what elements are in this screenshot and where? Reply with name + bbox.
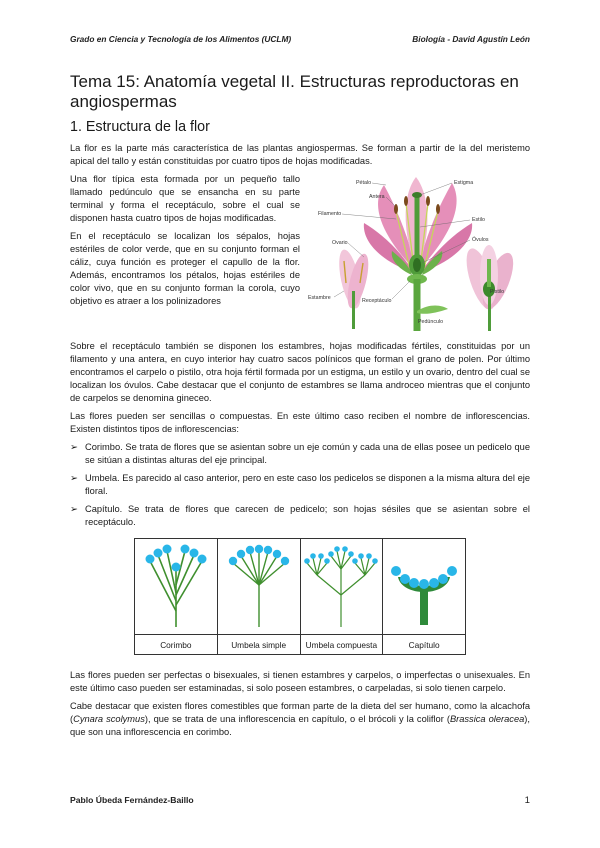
paragraph-sexo: Las flores pueden ser perfectas o bisexuales, si tienen estambres y carpelos, o imperfectas o unisexuales. En este último caso pueden ser estaminadas, si solo poseen estambres, o carpeladas, si solo tienen carpelo. — [70, 670, 530, 693]
capitulo-diagram — [384, 539, 464, 629]
flower-text-column — [70, 173, 300, 308]
comestibles-text-3: ), que son una inflorescencia en corimbo. — [70, 714, 530, 737]
paragraph-inflorescencias: Las flores pueden ser sencillas o compuestas. En este último caso reciben el nombre de inflorescencias. Existen distintos tipos de inflorescencias: — [70, 411, 530, 434]
caption-capitulo: Capítulo — [383, 635, 466, 655]
inflorescence-type-list — [70, 441, 530, 529]
label-filamento: Filamento — [318, 211, 342, 217]
page-content — [70, 72, 530, 739]
label-antera: Antera — [369, 194, 385, 200]
caption-umbela-simple: Umbela simple — [217, 635, 300, 655]
list-item-text: Corimbo. Se trata de flores que se asientan sobre un eje común y cada una de ellas posee un pedicelo que se sitúan a distintas alturas del eje principal. — [85, 442, 530, 465]
arrow-bullet-icon: ➢ — [70, 504, 78, 515]
label-ovario: Ovario — [332, 240, 348, 246]
inflorescence-table — [134, 538, 466, 655]
comestibles-text-1: Cabe destacar que existen flores comestibles que forman parte de la dieta del ser humano, como la alcachofa ( — [70, 701, 530, 724]
corimbo-diagram-cell — [135, 539, 218, 635]
species-cynara: Cynara scolymus — [73, 714, 145, 724]
flower-section — [70, 173, 530, 335]
section-title: 1. Estructura de la flor — [70, 119, 210, 135]
paragraph-comestibles — [70, 700, 530, 739]
flower-left-small — [335, 248, 373, 329]
label-estigma: Estigma — [454, 180, 474, 186]
comestibles-text-2: ), que se trata de una inflorescencia en capítulo, o el brócoli y la coliflor ( — [144, 714, 450, 724]
flower-right-small — [461, 245, 520, 331]
label-estambre: Estambre — [308, 295, 331, 301]
header-course: Grado en Ciencia y Tecnología de los Alimentos (UCLM) — [70, 34, 292, 44]
label-petalo: Pétalo — [356, 180, 372, 186]
main-flower — [364, 177, 472, 331]
paragraph-flor-tipica: Una flor típica esta formada por un pequeño tallo llamado pedúnculo que se ensancha en su parte terminal y forma el receptáculo, sobre el cual se disponen hasta cuatro tipos de hojas modificadas. — [70, 174, 300, 223]
umbela-simple-diagram-cell — [217, 539, 300, 635]
caption-umbela-compuesta: Umbela compuesta — [300, 635, 383, 655]
corimbo-diagram — [136, 539, 216, 629]
umbela-simple-diagram — [219, 539, 299, 629]
page-footer — [70, 795, 530, 809]
label-estilo: Estilo — [472, 217, 485, 223]
footer-author: Pablo Úbeda Fernández-Baillo — [70, 795, 194, 805]
page-header — [70, 34, 530, 48]
list-item-corimbo — [70, 441, 530, 467]
label-ovulos: Óvulos — [472, 237, 489, 243]
umbela-compuesta-diagram — [301, 539, 381, 629]
header-subject: Biología - David Agustín León — [412, 34, 530, 44]
label-receptaculo: Receptáculo — [362, 298, 392, 304]
list-item-text: Capítulo. Se trata de flores que carecen de pedicelo; son hojas sésiles que se asientan sobre el receptáculo. — [85, 504, 530, 527]
page-number: 1 — [524, 795, 530, 806]
umbela-compuesta-diagram-cell — [300, 539, 383, 635]
list-item-capitulo — [70, 503, 530, 529]
paragraph-estambres: Sobre el receptáculo también se disponen los estambres, hojas modificadas fértiles, constituidas por un filamento y una antera, en cuyo interior hay cuatro sacos polínicos que forman el grano de polen. Por último encontramos el carpelo o pistilo, otra hoja fértil formada por un estigma, un estilo y un ovario, dentro del cual se localizan los óvulos. Cabe destacar que el conjunto de estambres se llama androceo mientras que el conjunto de carpelos se denomina gineceo. — [70, 341, 530, 403]
arrow-bullet-icon: ➢ — [70, 473, 78, 484]
flower-anatomy-figure — [306, 171, 532, 331]
species-brassica: Brassica oleracea — [449, 714, 525, 724]
list-item-umbela — [70, 472, 530, 498]
caption-corimbo: Corimbo — [135, 635, 218, 655]
paragraph-intro: La flor es la parte más característica de las plantas angiospermas. Se forman a partir de la del meristemo apical del tallo y están constituidas por cuatro tipos de hojas modificadas. — [70, 143, 530, 166]
label-pistilo: Pistilo — [490, 289, 505, 295]
list-item-text: Umbela. Es parecido al caso anterior, pero en este caso los pedicelos se disponen a la misma altura del eje floral. — [85, 473, 530, 496]
paragraph-receptaculo: En el receptáculo se localizan los sépalos, hojas estériles de color verde, que en su conjunto forman el cáliz, cuya función es proteger el capullo de la flor. Además, encontramos los pétalos, hojas estériles de color vivo, que en su conjunto forman la corola, cuyo objetivo es atraer a los polinizadores — [70, 231, 300, 306]
page-title: Tema 15: Anatomía vegetal II. Estructuras reproductoras en angiospermas — [70, 72, 519, 111]
arrow-bullet-icon: ➢ — [70, 442, 78, 453]
capitulo-diagram-cell — [383, 539, 466, 635]
label-pedunculo: Pedúnculo — [418, 319, 444, 325]
